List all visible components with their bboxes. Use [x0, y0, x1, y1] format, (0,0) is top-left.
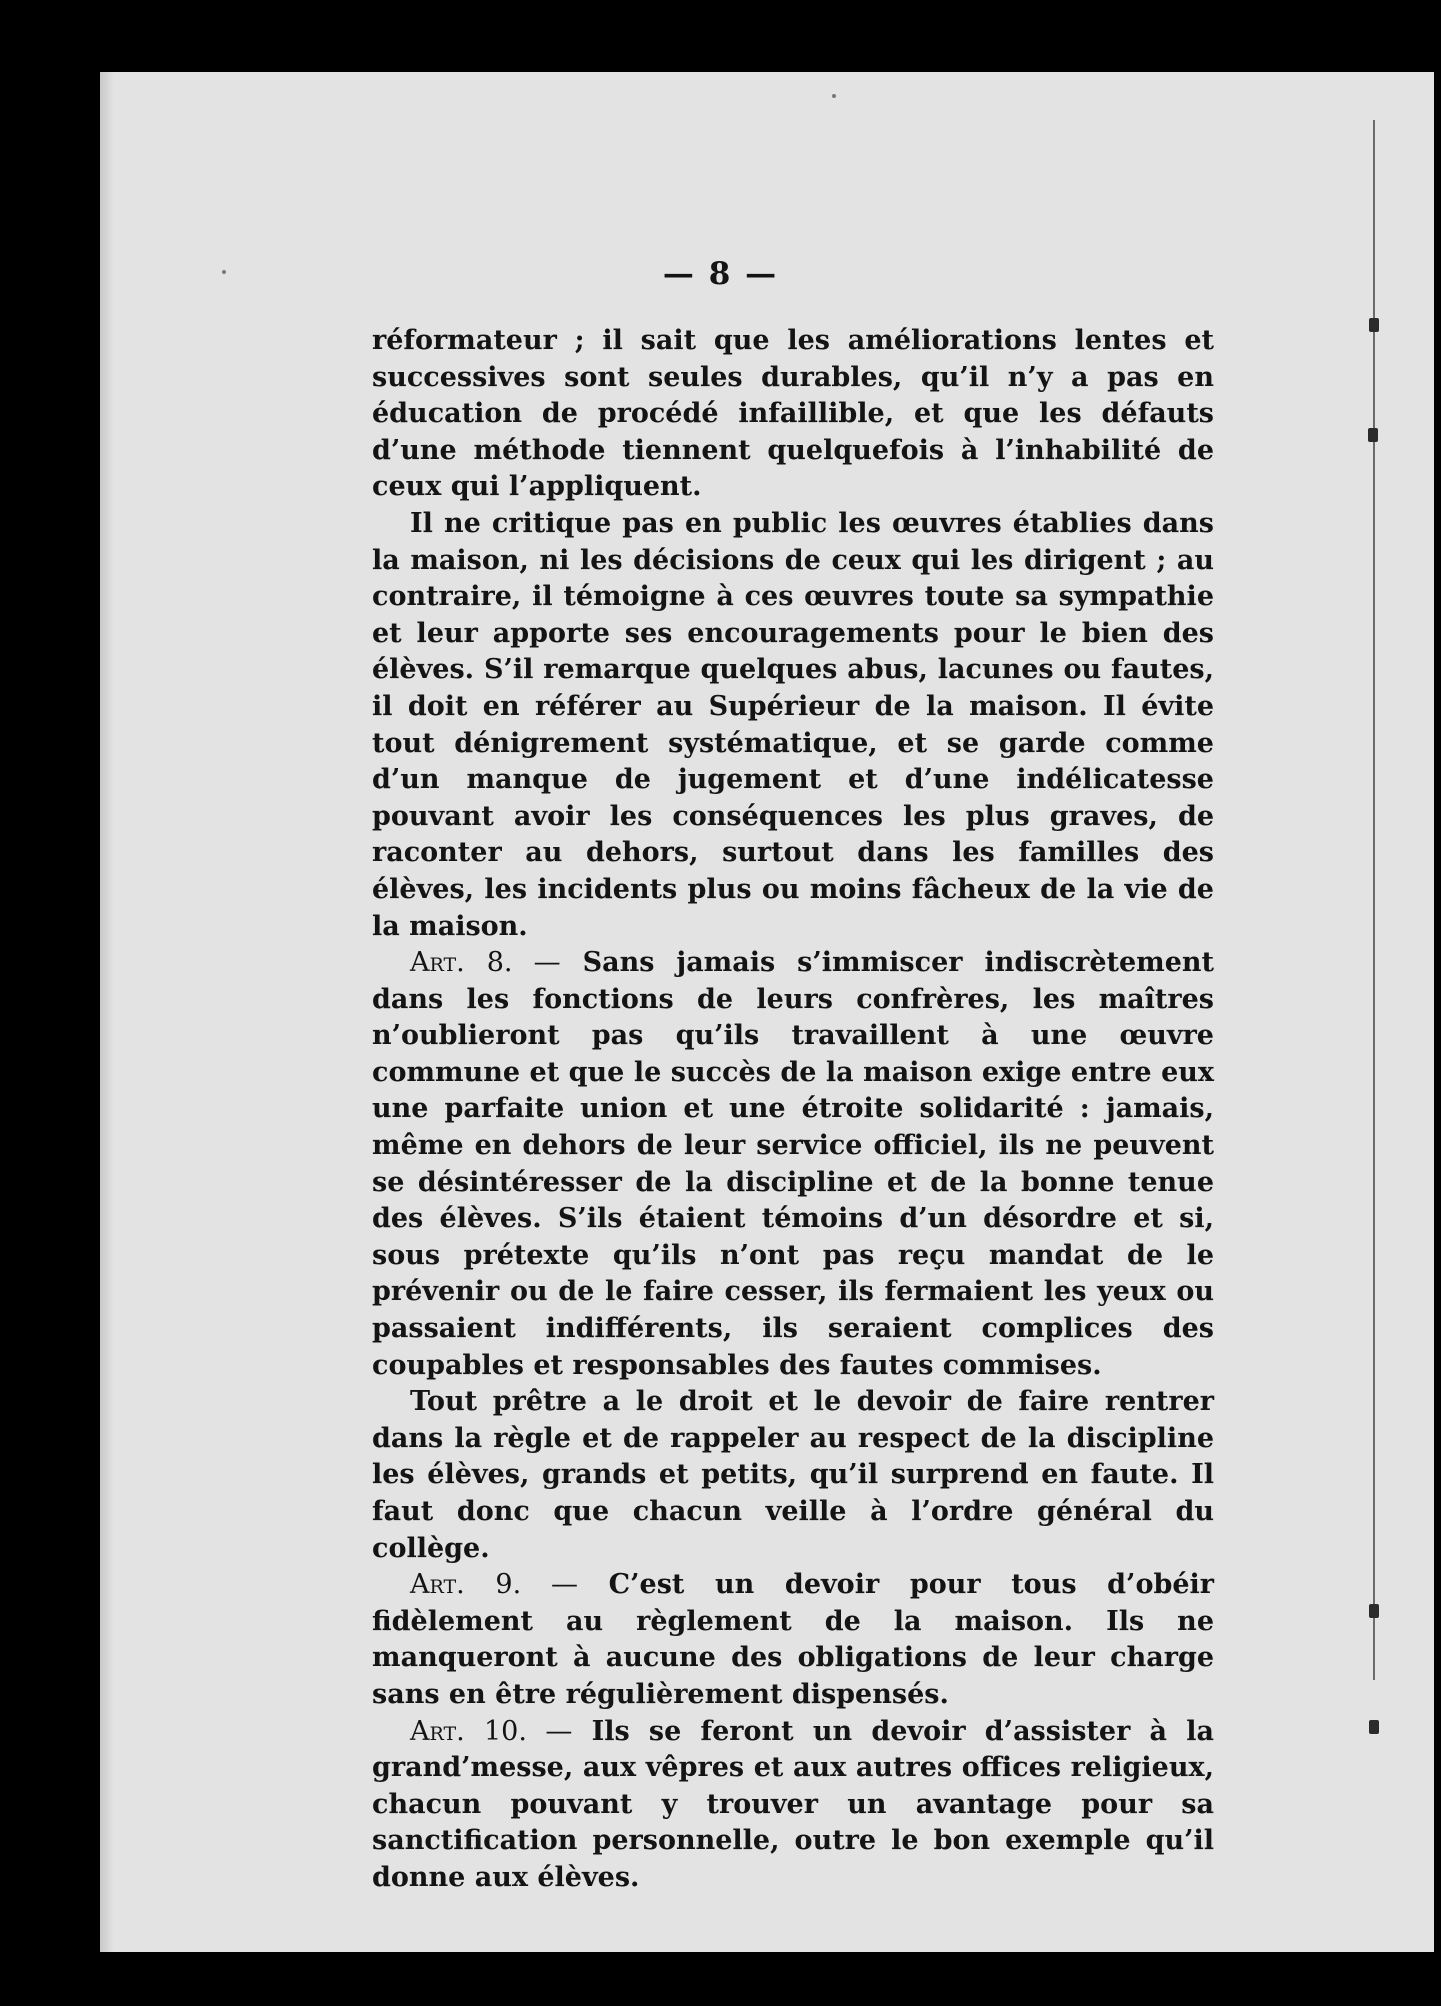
binding-mark	[1369, 318, 1379, 332]
article-paragraph	[372, 1714, 1214, 1897]
page-number: — 8 —	[662, 256, 779, 292]
binding-mark	[1369, 1604, 1379, 1618]
dust-speck	[832, 94, 836, 98]
article-number: 9. —	[495, 1569, 578, 1601]
paragraph-text: Il ne critique pas en public les œuvres établies dans la maison, ni les décisions de ceux qui les dirigent ; au contraire, il témoigne à ces œuvres toute sa sympathie et leur apporte ses encouragements pour le bien des élèves. S’il remarque quelques abus, lacunes ou fautes, il doit en référer au Supérieur de la maison. Il évite tout dénigrement systématique, et se garde comme d’un manque de jugement et d’une indélicatesse pouvant avoir les conséquences les plus graves, de raconter au dehors, surtout dans les familles des élèves, les incidents plus ou moins fâcheux de la vie de la maison.	[372, 507, 1214, 942]
paragraph	[372, 323, 1214, 506]
binding-mark	[1369, 1720, 1379, 1734]
body-text	[372, 323, 1214, 1897]
paragraph-text: Ils se feront un devoir d’assister à la grand’messe, aux vêpres et aux autres offices religieux, chacun pouvant y trouver un avantage pour sa sanctification personnelle, outre le bon exemple qu’il donne aux élèves.	[372, 1715, 1214, 1893]
article-number: 8. —	[486, 947, 561, 979]
article-label: Art.	[410, 1569, 465, 1601]
article-number: 10. —	[483, 1715, 573, 1747]
paragraph-text: Tout prêtre a le droit et le devoir de faire rentrer dans la règle et de rappeler au respect de la discipline les élèves, grands et petits, qu’il surprend en faute. Il faut donc que chacun veille à l’ordre général du collège.	[372, 1386, 1214, 1564]
binding-mark	[1368, 428, 1378, 442]
paragraph-text: Sans jamais s’immiscer indiscrètement dans les fonctions de leurs confrères, les maîtres n’oublieront pas qu’ils travaillent à une œuvre commune et que le succès de la maison exige entre eux une parfaite union et une étroite solidarité : jamais, même en dehors de leur service officiel, ils ne peuvent se désintéresser de la discipline et de la bonne tenue des élèves. S’ils étaient témoins d’un désordre et si, sous prétexte qu’ils n’ont pas reçu mandat de le prévenir ou de le faire cesser, ils fermaient les yeux ou passaient indifférents, ils seraient complices des coupables et responsables des fautes commises.	[372, 947, 1215, 1381]
paragraph	[372, 506, 1214, 945]
paragraph-text: réformateur ; il sait que les améliorations lentes et successives sont seules durables, qu’il n’y a pas en éducation de procédé infaillible, et que les défauts d’une méthode tiennent quelquefois à l’inhabilité de ceux qui l’appliquent.	[372, 325, 1214, 503]
article-label: Art.	[410, 1715, 465, 1747]
paragraph	[372, 1384, 1214, 1567]
binding-fold-line	[1373, 120, 1375, 1680]
article-paragraph	[372, 1567, 1214, 1713]
article-label: Art.	[410, 947, 465, 979]
paper-left-edge	[100, 72, 114, 1952]
article-paragraph	[372, 945, 1214, 1384]
paragraph-text: C’est un devoir pour tous d’obéir fidèlement au règlement de la maison. Ils ne manqueront à aucune des obligations de leur charge sans en être régulièrement dispensés.	[372, 1569, 1214, 1710]
